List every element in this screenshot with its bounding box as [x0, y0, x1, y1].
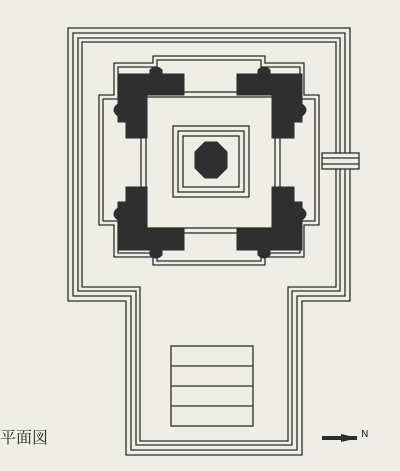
central-octagon-sanctum: [195, 142, 227, 178]
north-label: N: [361, 429, 369, 440]
east-gate: [322, 153, 359, 169]
tower-northeast: [237, 67, 306, 138]
plan-caption: 平面図: [0, 428, 49, 447]
north-arrow-head-icon: [341, 434, 358, 442]
